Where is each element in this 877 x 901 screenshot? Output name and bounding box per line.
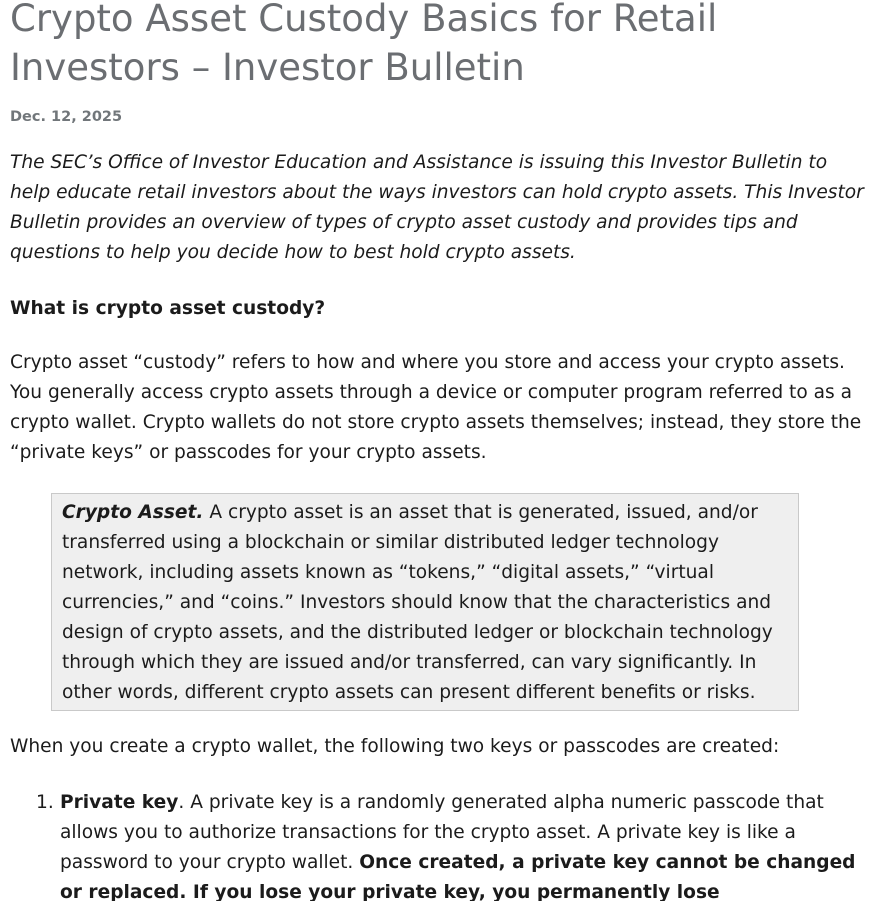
keys-list: [0, 788, 877, 901]
list-item-term: Private key: [60, 792, 179, 813]
page-title: Crypto Asset Custody Basics for Retail Investors – Investor Bulletin: [10, 0, 718, 89]
intro-paragraph: The SEC’s Office of Investor Education and Assistance is issuing this Investor Bulletin to help educate retail investors about the ways investors can hold crypto assets. This Investor Bulletin provides an overview of types of crypto asset custody and provides tips and questions to help you decide how to best hold crypto assets.: [10, 152, 864, 263]
callout-text: [62, 498, 790, 708]
wallet-paragraph: When you create a crypto wallet, the following two keys or passcodes are created:: [10, 736, 780, 757]
section-heading: What is crypto asset custody?: [10, 298, 326, 319]
list-item-emphasis: Once created, a private key cannot be changed or replaced. If you lose your private key, you permanently lose: [60, 852, 856, 901]
list-item: [0, 788, 877, 901]
list-item-number: 1.: [36, 792, 54, 813]
definition-callout: [51, 493, 799, 711]
list-item-text: . A private key is a randomly generated alpha numeric passcode that allows you to authorize transactions for the crypto asset. A private key is like a password to your crypto wallet.: [60, 792, 824, 873]
callout-definition: A crypto asset is an asset that is generated, issued, and/or transferred using a blockchain or similar distributed ledger technology network, including assets known as “tokens,” “digital assets,” “virtual currencies,” and “coins.” Investors should know that the characteristics and design of crypto assets, and the distributed ledger or blockchain technology through which they are issued and/or transferred, can vary significantly. In other words, different crypto assets can present different benefits or risks.: [62, 502, 773, 703]
callout-term: Crypto Asset.: [62, 502, 204, 523]
custody-paragraph: Crypto asset “custody” refers to how and where you store and access your crypto assets. You generally access crypto assets through a device or computer program referred to as a crypto wallet. Crypto wallets do not store crypto assets themselves; instead, they store the “private keys” or passcodes for your crypto assets.: [10, 352, 862, 463]
publish-date: Dec. 12, 2025: [10, 109, 123, 125]
